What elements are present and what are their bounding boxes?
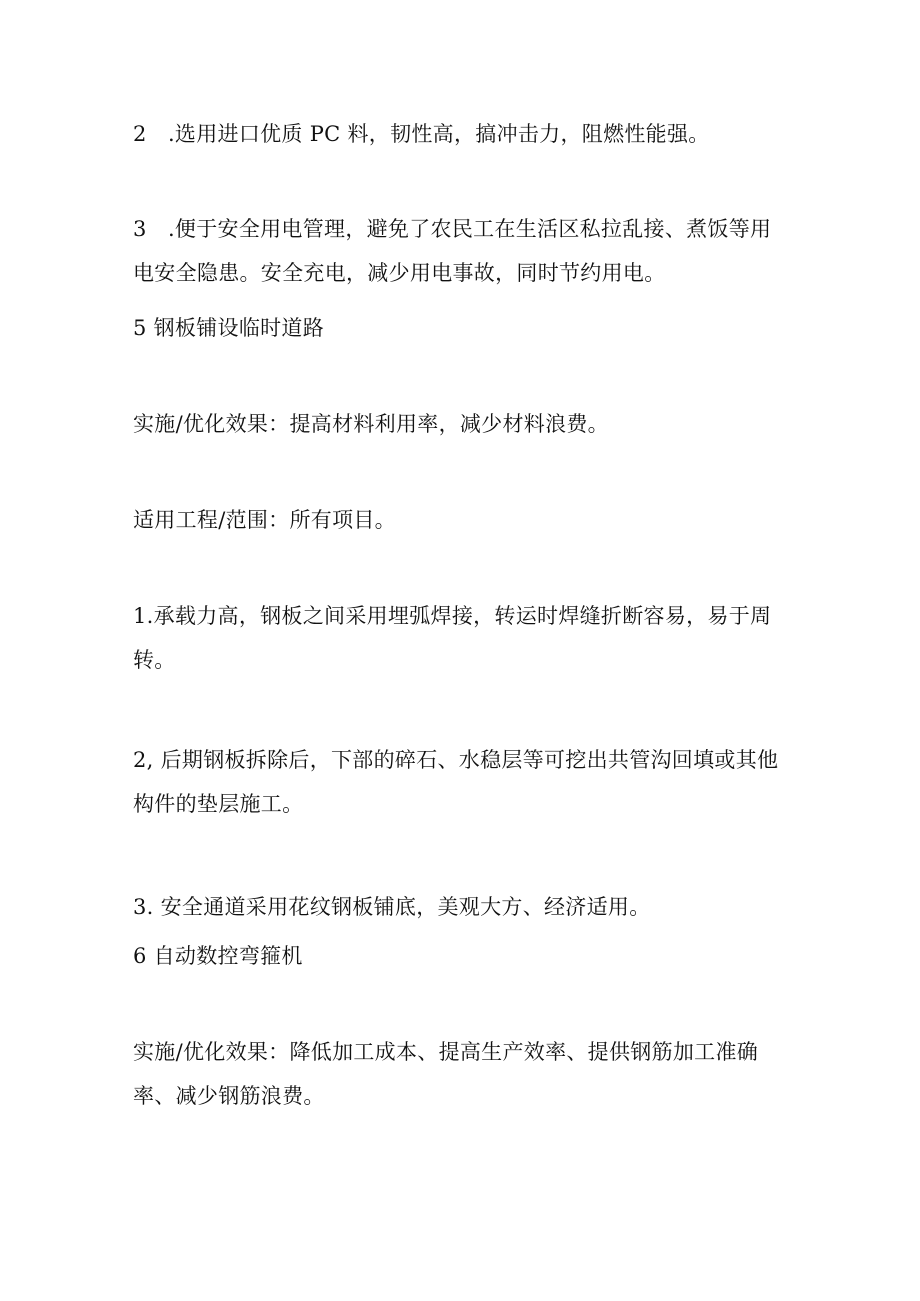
section-heading: 6 自动数控弯箍机 <box>133 944 303 968</box>
text-line: 3. 安全通道采用花纹钢板铺底，美观大方、经济适用。 <box>133 895 651 919</box>
paragraph-effect-steel-plate <box>133 402 793 446</box>
text-line: 实施/优化效果：提高材料利用率，减少材料浪费。 <box>133 412 609 436</box>
section-heading-steel-plate-road <box>133 306 793 350</box>
text-line: 实施/优化效果：降低加工成本、提高生产效率、提供钢筋加工准确 <box>133 1040 759 1064</box>
section-heading: 5 钢板铺设临时道路 <box>133 316 325 340</box>
text-line: 构件的垫层施工。 <box>133 792 304 816</box>
paragraph-removal-reuse <box>133 738 793 826</box>
text-line: 电安全隐患。安全充电，减少用电事故，同时节约用电。 <box>133 261 666 285</box>
paragraph-electricity-management <box>133 207 793 295</box>
text-line: 2 .选用进口优质 PC 料，韧性高，搞冲击力，阻燃性能强。 <box>133 122 710 146</box>
text-line: 适用工程/范围：所有项目。 <box>133 508 396 532</box>
paragraph-load-capacity <box>133 594 793 682</box>
paragraph-scope-steel-plate <box>133 498 793 542</box>
text-line: 3 .便于安全用电管理，避免了农民工在生活区私拉乱接、煮饭等用 <box>133 217 772 241</box>
paragraph-effect-cnc-bending <box>133 1030 793 1118</box>
paragraph-pc-material <box>133 112 793 156</box>
text-line: 2, 后期钢板拆除后，下部的碎石、水稳层等可挖出共管沟回填或其他 <box>133 748 779 772</box>
text-line: 1.承载力高，钢板之间采用埋弧焊接，转运时焊缝折断容易，易于周 <box>133 604 772 628</box>
text-line: 率、减少钢筋浪费。 <box>133 1084 325 1108</box>
paragraph-safety-passage <box>133 885 793 929</box>
text-line: 转。 <box>133 648 176 672</box>
section-heading-cnc-bending <box>133 934 793 978</box>
